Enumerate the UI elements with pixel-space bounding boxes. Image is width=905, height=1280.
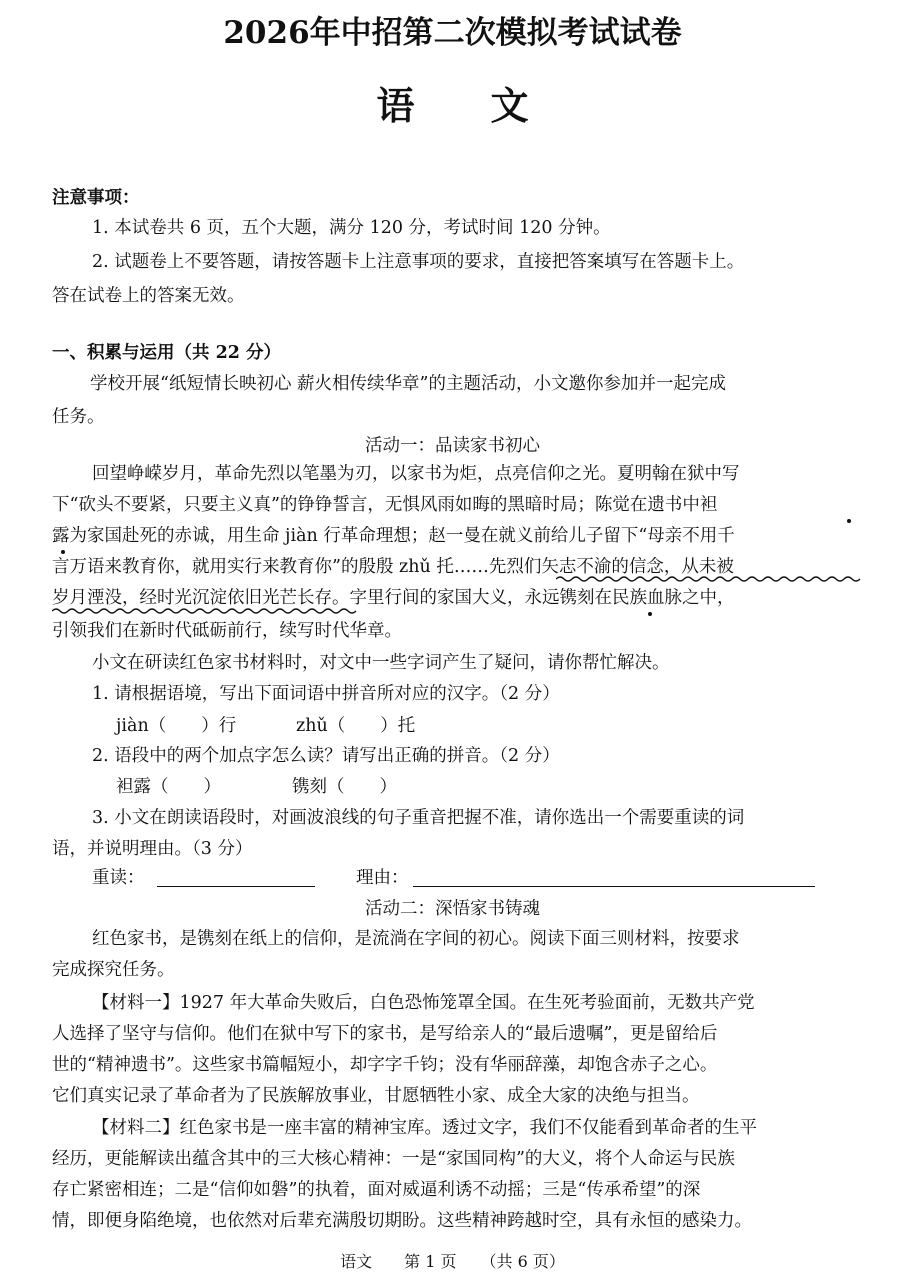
activity-1-title: 活动一：品读家书初心 <box>365 436 540 456</box>
passage-line: 下“砍头不要紧，只要主义真”的铮铮誓言，无惧风雨如晦的黑暗时局；陈觉在遗书中袒 <box>52 495 718 515</box>
question-2-item: 袒露（ ） <box>116 777 221 797</box>
exam-title: 2026年中招第二次模拟考试试卷 <box>223 15 682 51</box>
reread-label: 重读： <box>92 868 145 888</box>
question-3-cont: 语，并说明理由。（3 分） <box>52 839 253 859</box>
subject-title: 语 文 <box>376 83 529 128</box>
material-2-line: 【材料二】红色家书是一座丰富的精神宝库。透过文字，我们不仅能看到革命者的生平 <box>92 1118 757 1138</box>
emphasis-dot <box>61 550 65 554</box>
page-footer: 语文 第 1 页 （共 6 页） <box>340 1252 565 1271</box>
question-1-item: zhǔ（ ）托 <box>296 716 416 736</box>
notice-item-2: 2. 试题卷上不要答题，请按答题卡上注意事项的要求，直接把答案填写在答题卡上。 <box>92 252 745 272</box>
question-2: 2. 语段中的两个加点字怎么读？请写出正确的拼音。（2 分） <box>92 746 560 766</box>
reason-label: 理由： <box>356 868 409 888</box>
task-intro: 小文在研读红色家书材料时，对文中一些字词产生了疑问，请你帮忙解决。 <box>92 653 670 673</box>
wavy-underline <box>52 607 362 615</box>
question-1-item: jiàn（ ）行 <box>116 716 237 736</box>
reread-answer-line[interactable] <box>157 868 315 887</box>
material-1-line: 世的“精神遗书”。这些家书篇幅短小，却字字千钧；没有华丽辞藻，却饱含赤子之心。 <box>52 1055 718 1075</box>
section-intro: 学校开展“纸短情长映初心 薪火相传续华章”的主题活动，小文邀你参加并一起完成 <box>90 374 726 394</box>
wavy-underline <box>556 575 866 583</box>
question-2-item: 镌刻（ ） <box>292 777 397 797</box>
passage-line: 言万语来教育你，就用实行来教育你”的殷殷 zhǔ 托……先烈们矢志不渝的信念，从未被 <box>52 557 734 577</box>
question-3: 3. 小文在朗读语段时，对画波浪线的句子重音把握不准，请你选出一个需要重读的词 <box>92 808 745 828</box>
section-heading: 一、积累与运用（共 22 分） <box>52 343 282 363</box>
section-intro-cont: 任务。 <box>52 407 105 427</box>
passage-line: 引领我们在新时代砥砺前行，续写时代华章。 <box>52 621 402 641</box>
emphasis-dot <box>847 519 851 523</box>
material-2-line: 存亡紧密相连；二是“信仰如磐”的执着，面对威逼利诱不动摇；三是“传承希望”的深 <box>52 1180 701 1200</box>
activity-2-intro-cont: 完成探究任务。 <box>52 960 175 980</box>
notice-item-1: 1. 本试卷共 6 页，五个大题，满分 120 分，考试时间 120 分钟。 <box>92 218 611 238</box>
passage-line: 露为家国赴死的赤诚，用生命 jiàn 行革命理想；赵一曼在就义前给儿子留下“母亲不用千 <box>52 526 735 546</box>
activity-2-title: 活动二：深悟家书铸魂 <box>365 899 540 919</box>
reason-answer-line[interactable] <box>413 868 815 887</box>
material-1-line: 【材料一】1927 年大革命失败后，白色恐怖笼罩全国。在生死考验面前，无数共产党 <box>92 993 755 1013</box>
passage-line: 岁月湮没，经时光沉淀依旧光芒长存。字里行间的家国大义，永远镌刻在民族血脉之中， <box>52 588 735 608</box>
material-1-line: 人选择了坚守与信仰。他们在狱中写下的家书，是写给亲人的“最后遗嘱”，更是留给后 <box>52 1024 718 1044</box>
question-1: 1. 请根据语境，写出下面词语中拼音所对应的汉字。（2 分） <box>92 684 560 704</box>
emphasis-dot <box>648 612 652 616</box>
notice-item-2-cont: 答在试卷上的答案无效。 <box>52 286 245 306</box>
material-2-line: 经历，更能解读出蕴含其中的三大核心精神：一是“家国同构”的大义，将个人命运与民族 <box>52 1149 735 1169</box>
passage-line: 回望峥嵘岁月，革命先烈以笔墨为刃，以家书为炬，点亮信仰之光。夏明翰在狱中写 <box>92 464 740 484</box>
material-2-line: 情，即便身陷绝境，也依然对后辈充满殷切期盼。这些精神跨越时空，具有永恒的感染力。 <box>52 1211 752 1231</box>
material-1-line: 它们真实记录了革命者为了民族解放事业，甘愿牺牲小家、成全大家的决绝与担当。 <box>52 1086 700 1106</box>
notice-heading: 注意事项： <box>52 188 140 208</box>
activity-2-intro: 红色家书，是镌刻在纸上的信仰，是流淌在字间的初心。阅读下面三则材料，按要求 <box>92 929 740 949</box>
